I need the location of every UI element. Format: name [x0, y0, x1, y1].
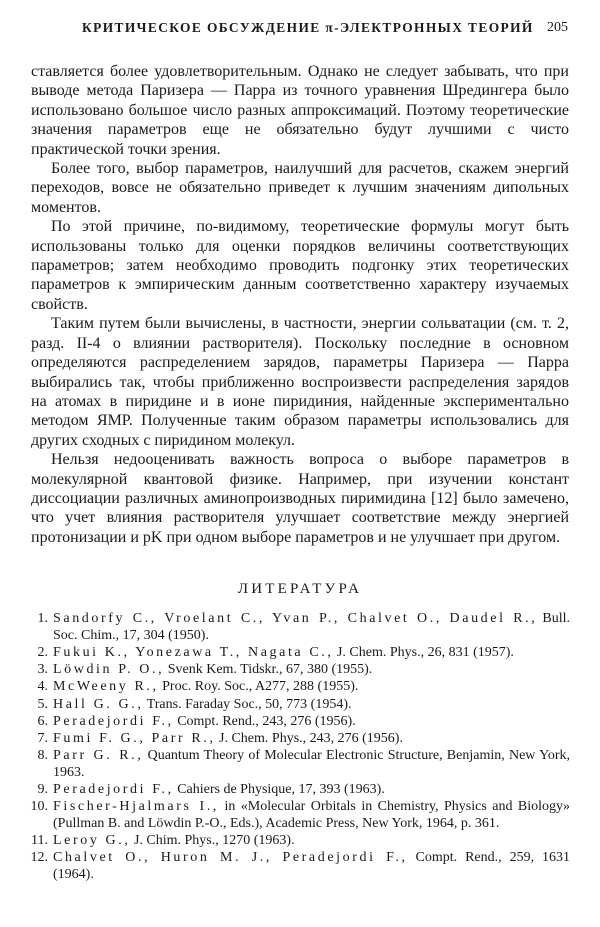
reference-item — [26, 662, 570, 679]
reference-list — [26, 611, 570, 884]
reference-number: 2. — [37, 644, 48, 660]
reference-number: 11. — [31, 833, 48, 849]
reference-authors: Leroy G., — [53, 833, 131, 849]
paragraph: Таким путем были вычислены, в частности, энергии сольватации (см. т. 2, разд. II-4 о влиянии растворителя). Поскольку последние в основном определяются распределением зарядов, параметры Паризера — Парра выбирались так, чтобы приближенно воспроизвести распределения зарядов на атомах в пиридине и в ионе пиридиния, найденные экспериментально методом ЯМР. Полученные таким образом параметры использовались для других сходных с пиридином молекул. — [31, 315, 569, 449]
reference-source: J. Chem. Phys., 26, 831 (1957). — [333, 644, 514, 660]
reference-number: 3. — [37, 662, 48, 678]
reference-authors: Sandorfy C., Vroelant C., Yvan P., Chalvet O., Daudel R., — [53, 611, 538, 626]
references-heading: ЛИТЕРАТУРА — [237, 581, 363, 597]
reference-item — [26, 799, 570, 833]
reference-source: Trans. Faraday Soc., 50, 773 (1954). — [143, 696, 352, 712]
paragraph: По этой причине, по-видимому, теоретические формулы могут быть использованы только для оценки порядков величины соответствующих параметров; затем необходимо проводить подгонку этих теоретических параметров к эмпирическим данным соответственно характеру изучаемых свойств. — [31, 218, 569, 313]
running-title: КРИТИЧЕСКОЕ ОБСУЖДЕНИЕ π-ЭЛЕКТРОННЫХ ТЕОРИЙ — [82, 20, 534, 35]
reference-source: Svenk Kem. Tidskr., 67, 380 (1955). — [164, 662, 373, 678]
reference-item — [26, 611, 570, 645]
reference-number: 7. — [37, 730, 48, 746]
main-text — [31, 62, 569, 547]
reference-authors: Löwdin P. O., — [53, 662, 165, 678]
reference-source: Bull. Soc. Chim., 17, 304 (1950). — [53, 611, 570, 643]
reference-source: Compt. Rend., 243, 276 (1956). — [173, 713, 356, 729]
page-number: 205 — [547, 20, 568, 35]
reference-source: J. Chem. Phys., 243, 276 (1956). — [215, 730, 403, 746]
reference-number: 4. — [37, 679, 48, 695]
reference-item — [26, 748, 570, 782]
paragraph: ставляется более удовлетворительным. Однако не следует забывать, что при выводе метода Паризера — Парра из точного уравнения Шредингера было использовано большое число разных аппроксимаций. Поэтому теоретические значения параметров еще не обязательно будут лучшими с чисто практической точки зрения. — [31, 63, 569, 158]
reference-authors: Peradejordi F., — [53, 713, 174, 729]
reference-authors: Parr G. R., — [53, 748, 144, 764]
reference-authors: Peradejordi F., — [53, 782, 174, 798]
reference-authors: Chalvet O., Huron M. J., Peradejordi F., — [53, 850, 408, 866]
reference-source: Compt. Rend., 259, 1631 (1964). — [53, 850, 570, 883]
reference-number: 5. — [37, 696, 48, 712]
reference-item — [26, 714, 570, 731]
reference-authors: Fumi F. G., Parr R., — [53, 730, 216, 746]
reference-item — [26, 697, 570, 714]
reference-number: 9. — [37, 782, 48, 798]
reference-source: Quantum Theory of Molecular Electronic Structure, Benjamin, New York, 1963. — [53, 748, 570, 780]
reference-authors: Fukui K., Yonezawa T., Nagata C., — [53, 644, 334, 660]
reference-item — [26, 731, 570, 748]
reference-source: J. Chim. Phys., 1270 (1963). — [130, 833, 295, 849]
reference-item — [26, 679, 570, 696]
reference-number: 12. — [30, 850, 48, 866]
reference-authors: Hall G. G., — [53, 696, 144, 712]
reference-number: 10. — [30, 799, 48, 815]
reference-item — [26, 645, 570, 662]
reference-source: in «Molecular Orbitals in Chemistry, Physics and Biology» (Pullman B. and Löwdin P.-O., Eds.), Academic Press, New York, 1964, p. 361. — [53, 799, 571, 832]
reference-item — [26, 782, 570, 799]
reference-item — [26, 833, 570, 850]
paragraph: Нельзя недооценивать важность вопроса о выборе параметров в молекулярной квантовой физике. Например, при изучении констант диссоциации различных аминопроизводных пиримидина [12] было замечено, что учет влияния растворителя улучшает соответствие между энергией протонизации и pK при одном выборе параметров и не улучшает при другом. — [31, 451, 569, 546]
reference-source: Proc. Roy. Soc., A277, 288 (1955). — [158, 679, 359, 695]
reference-item — [26, 850, 570, 884]
running-header — [32, 20, 568, 40]
reference-source: Cahiers de Physique, 17, 393 (1963). — [173, 782, 385, 798]
paragraph: Более того, выбор параметров, наилучший для расчетов, скажем энергий переходов, вовсе не обязательно приведет к лучшим значениям дипольных моментов. — [31, 160, 569, 216]
reference-authors: McWeeny R., — [53, 679, 159, 695]
reference-number: 6. — [37, 713, 48, 729]
reference-number: 1. — [37, 611, 48, 626]
reference-number: 8. — [37, 748, 48, 764]
reference-authors: Fischer-Hjalmars I., — [53, 799, 220, 815]
